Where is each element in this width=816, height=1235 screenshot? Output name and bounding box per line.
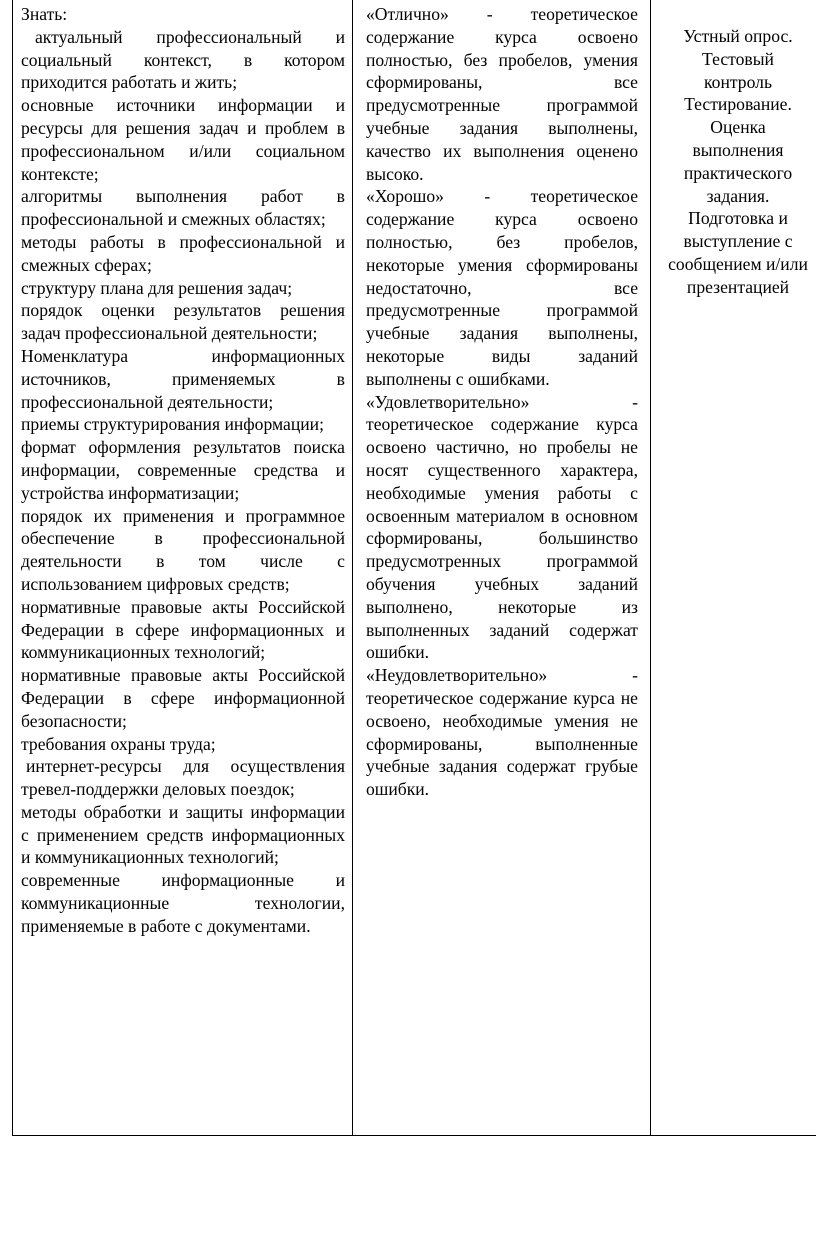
knowledge-heading: Знать: bbox=[21, 4, 68, 24]
knowledge-item: формат оформления результатов поиска информации, современные средства и устройства информатизации; bbox=[21, 437, 345, 503]
method-line: выполнения bbox=[692, 139, 784, 160]
criteria-cell bbox=[353, 0, 651, 1136]
knowledge-cell bbox=[13, 0, 353, 1136]
method-line: Тестирование. bbox=[684, 94, 792, 115]
criterion-satisfactory: «Удовлетворительно» - теоретическое содержание курса освоено частично, но пробелы не носят существенного характера, необходимые умения работы с освоенным материалом в основном сформированы, большинство предусмотренных программой обучения учебных заданий выполнено, некоторые из выполненных заданий содержат ошибки. bbox=[366, 391, 638, 663]
table-row bbox=[13, 0, 816, 1136]
knowledge-item: алгоритмы выполнения работ в профессиональной и смежных областях; bbox=[21, 186, 345, 230]
method-line: презентацией bbox=[686, 276, 790, 297]
method-line: контроль bbox=[704, 71, 772, 92]
knowledge-item: приемы структурирования информации; bbox=[21, 414, 324, 435]
knowledge-item: интернет-ресурсы для осуществления тревел-поддержки деловых поездок; bbox=[21, 756, 345, 800]
knowledge-item: требования охраны труда; bbox=[21, 733, 216, 754]
method-line: сообщением и/или bbox=[668, 253, 808, 274]
method-line: Оценка bbox=[710, 117, 766, 138]
knowledge-item: Номенклатура информационных источников, применяемых в профессиональной деятельности; bbox=[21, 345, 345, 412]
methods-cell bbox=[651, 0, 816, 1136]
criterion-good: «Хорошо» - теоретическое содержание курса освоено полностью, без пробелов, некоторые умения сформированы недостаточно, все предусмотренные программой учебные задания выполнены, некоторые виды заданий выполнены с ошибками. bbox=[366, 186, 638, 389]
knowledge-item: современные информационные и коммуникационные технологии, применяемые в работе с документами. bbox=[21, 870, 345, 936]
method-line: задания. bbox=[706, 185, 770, 206]
knowledge-item: структуру плана для решения задач; bbox=[21, 277, 293, 298]
method-line: Подготовка и bbox=[688, 208, 788, 229]
method-line: Тестовый bbox=[702, 48, 774, 69]
knowledge-item: порядок их применения и программное обеспечение в профессиональной деятельности в том числе с использованием цифровых средств; bbox=[21, 505, 345, 594]
knowledge-item: методы обработки и защиты информации с применением средств информационных и коммуникационных технологий; bbox=[21, 801, 345, 868]
method-line: выступление с bbox=[683, 231, 793, 252]
method-line: Устный опрос. bbox=[683, 26, 793, 46]
knowledge-item: основные источники информации и ресурсы для решения задач и проблем в профессиональном и/или социальном контексте; bbox=[21, 95, 345, 184]
knowledge-item: актуальный профессиональный и социальный контекст, в котором приходится работать и жить; bbox=[21, 26, 345, 93]
criterion-excellent: «Отлично» - теоретическое содержание курса освоено полностью, без пробелов, умения сформированы, все предусмотренные программой учебные задания выполнены, качество их выполнения оценено высоко. bbox=[366, 4, 638, 184]
knowledge-item: нормативные правовые акты Российской Федерации в сфере информационной безопасности; bbox=[21, 665, 345, 731]
knowledge-item: нормативные правовые акты Российской Федерации в сфере информационных и коммуникационных технологий; bbox=[21, 596, 345, 663]
criterion-unsatisfactory: «Неудовлетворительно» - теоретическое содержание курса не освоено, необходимые умения не сформированы, выполненные учебные задания содержат грубые ошибки. bbox=[366, 665, 638, 800]
knowledge-item: методы работы в профессиональной и смежных сферах; bbox=[21, 231, 345, 275]
knowledge-item: порядок оценки результатов решения задач профессиональной деятельности; bbox=[21, 300, 345, 344]
assessment-table bbox=[12, 0, 816, 1136]
method-line: практического bbox=[683, 162, 793, 183]
